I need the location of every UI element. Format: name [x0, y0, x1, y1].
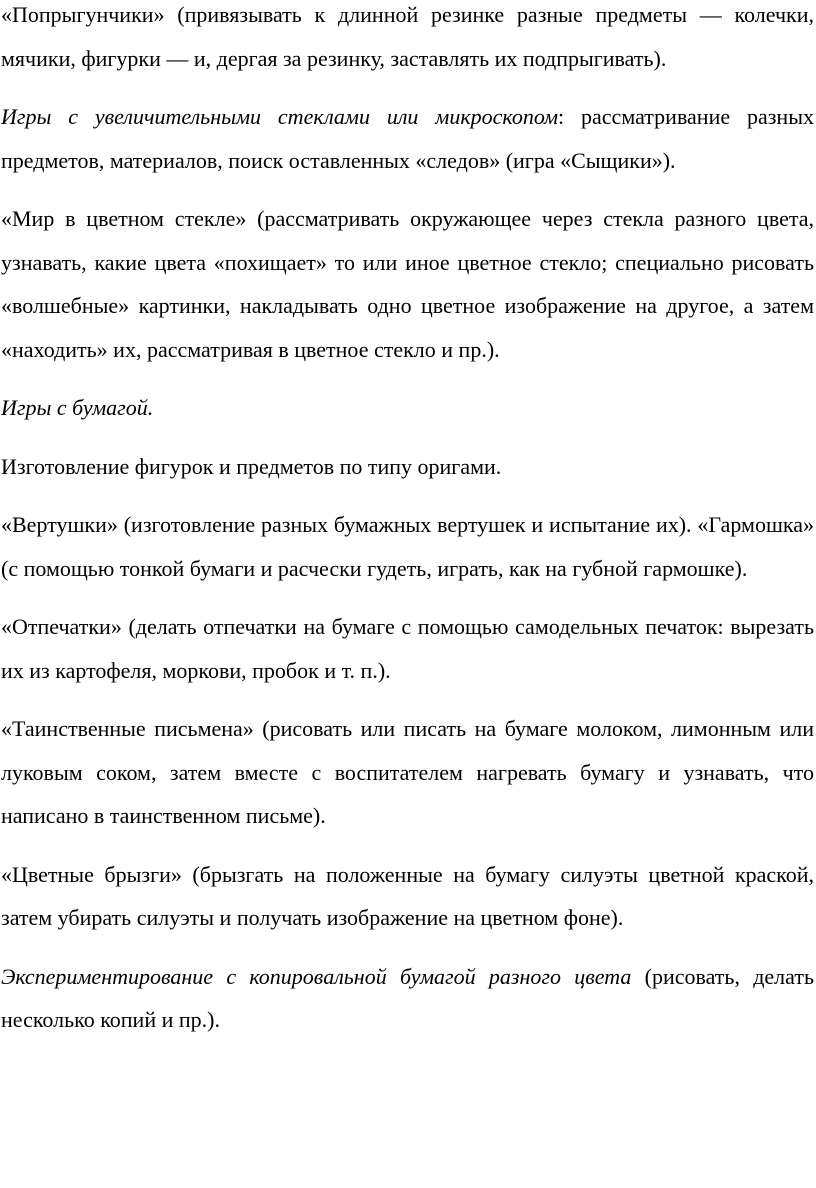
- paragraph-carbon-paper: [1, 955, 814, 1042]
- paragraph-text: «Попрыгунчики» (привязывать к длинной резинке разные предметы — колечки, мячики, фигурки — и, дергая за резинку, заставлять их подпрыгивать).: [1, 2, 814, 71]
- paragraph-secret-writing: [1, 707, 814, 838]
- paragraph-heading-italic: Игры с увеличительными стеклами или микроскопом: [1, 104, 559, 129]
- paragraph-magnifier-games: [1, 95, 814, 182]
- paragraph-text: «Таинственные письмена» (рисовать или писать на бумаге молоком, лимонным или луковым соком, затем вместе с воспитателем нагревать бумагу и узнавать, что написано в таинственном письме).: [1, 716, 814, 828]
- paragraph-text: «Мир в цветном стекле» (рассматривать окружающее через стекла разного цвета, узнавать, какие цвета «похищает» то или иное цветное стекло; специально рисовать «волшебные» картинки, накладывать одно цветное изображение на другое, а затем «находить» их, рассматривая в цветное стекло и пр.).: [1, 206, 814, 362]
- paragraph-text: : рассматривание разных предметов, материалов, поиск оставленных «следов» (игра «Сыщики»).: [1, 104, 814, 173]
- paragraph-colored-glass: [1, 197, 814, 371]
- paragraph-heading-italic: Экспериментирование с копировальной бумагой разного цвета: [1, 963, 632, 989]
- paragraph-text: «Вертушки» (изготовление разных бумажных вертушек и испытание их). «Гармошка» (с помощью тонкой бумаги и расчески гудеть, играть, как на губной гармошке).: [1, 512, 814, 581]
- paragraph-origami: [1, 445, 814, 489]
- paragraph-paper-games-heading: [1, 386, 814, 430]
- paragraph-text: «Отпечатки» (делать отпечатки на бумаге с помощью самодельных печаток: вырезать их из картофеля, моркови, пробок и т. п.).: [1, 614, 814, 683]
- paragraph-text: (рисовать, делать несколько копий и пр.).: [1, 963, 814, 1032]
- paragraph-prints: [1, 605, 814, 692]
- paragraph-jumpers: [1, 0, 814, 80]
- paragraph-pinwheels: [1, 503, 814, 590]
- paragraph-text: Изготовление фигурок и предметов по типу оригами.: [1, 453, 502, 479]
- paragraph-color-splashes: [1, 853, 814, 940]
- paragraph-heading-italic: Игры с бумагой.: [1, 395, 154, 420]
- paragraph-text: «Цветные брызги» (брызгать на положенные на бумагу силуэты цветной краской, затем убирать силуэты и получать изображение на цветном фоне).: [1, 861, 814, 930]
